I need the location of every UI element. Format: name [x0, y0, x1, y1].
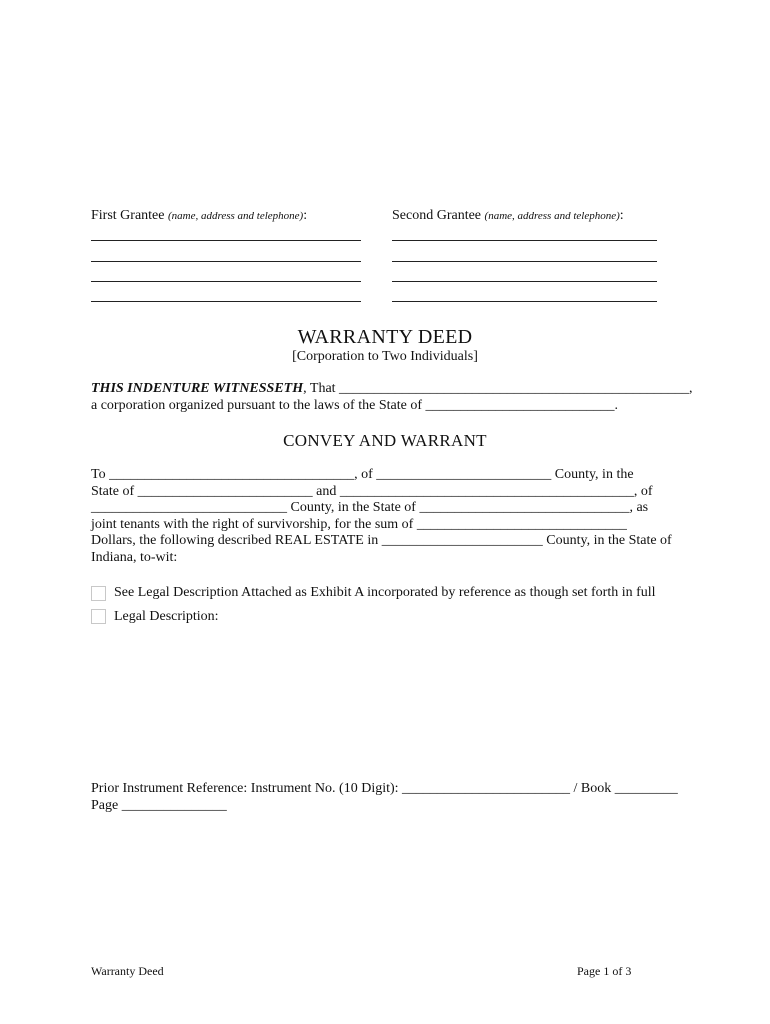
- first-grantee-label: [91, 208, 307, 224]
- exhibit-a-label: See Legal Description Attached as Exhibit A incorporated by reference as though set forth in full: [114, 585, 656, 600]
- second-grantee-line-3[interactable]: [392, 281, 657, 282]
- second-grantee-colon: :: [619, 208, 624, 223]
- first-grantee-title: First Grantee: [91, 208, 165, 223]
- indenture-lead: THIS INDENTURE WITNESSETH: [91, 381, 304, 396]
- second-grantee-title: Second Grantee: [392, 208, 482, 223]
- convey-heading: CONVEY AND WARRANT: [283, 431, 487, 450]
- first-grantee-line-3[interactable]: [91, 281, 361, 282]
- first-grantee-line-4[interactable]: [91, 301, 361, 302]
- first-grantee-line-1[interactable]: [91, 240, 361, 241]
- second-grantee-label: [392, 208, 624, 224]
- convey-line-1: To ___________________________________, of _________________________ County, in the: [91, 467, 634, 482]
- first-grantee-line-2[interactable]: [91, 261, 361, 262]
- indenture-line-1-rest: , That __________________________________________________,: [303, 381, 693, 396]
- convey-line-3: ____________________________ County, in the State of ______________________________, as: [91, 500, 649, 515]
- second-grantee-hint: (name, address and telephone): [484, 210, 620, 222]
- second-grantee-line-1[interactable]: [392, 240, 657, 241]
- indenture-line-1: [91, 381, 693, 398]
- legal-description-label: Legal Description:: [114, 609, 219, 624]
- first-grantee-colon: :: [303, 208, 308, 223]
- prior-instrument-paragraph: [91, 781, 681, 814]
- indenture-paragraph: [91, 381, 693, 414]
- footer-document-name: Warranty Deed: [91, 964, 164, 978]
- convey-line-4: joint tenants with the right of survivorship, for the sum of ______________________________: [91, 516, 627, 532]
- exhibit-a-checkbox[interactable]: [91, 586, 106, 601]
- first-grantee-hint: (name, address and telephone): [167, 210, 304, 222]
- footer-page-number: Page 1 of 3: [577, 964, 632, 978]
- convey-paragraph: [91, 467, 681, 566]
- second-grantee-line-2[interactable]: [392, 261, 657, 262]
- document-title: WARRANTY DEED: [297, 326, 473, 348]
- second-grantee-line-4[interactable]: [392, 301, 657, 302]
- convey-line-6: Indiana, to-wit:: [91, 549, 178, 565]
- document-subtitle: [Corporation to Two Individuals]: [292, 349, 478, 364]
- prior-instrument-line-1: Prior Instrument Reference: Instrument No. (10 Digit): ________________________ / Book _________: [91, 781, 678, 796]
- convey-line-2: State of _________________________ and __________________________________________, of: [91, 483, 653, 499]
- convey-line-5: Dollars, the following described REAL ESTATE in _______________________ County, in the State of: [91, 533, 672, 548]
- legal-description-checkbox[interactable]: [91, 609, 106, 624]
- prior-instrument-line-2: Page _______________: [91, 797, 227, 813]
- indenture-line-2: a corporation organized pursuant to the laws of the State of ___________________________.: [91, 397, 618, 413]
